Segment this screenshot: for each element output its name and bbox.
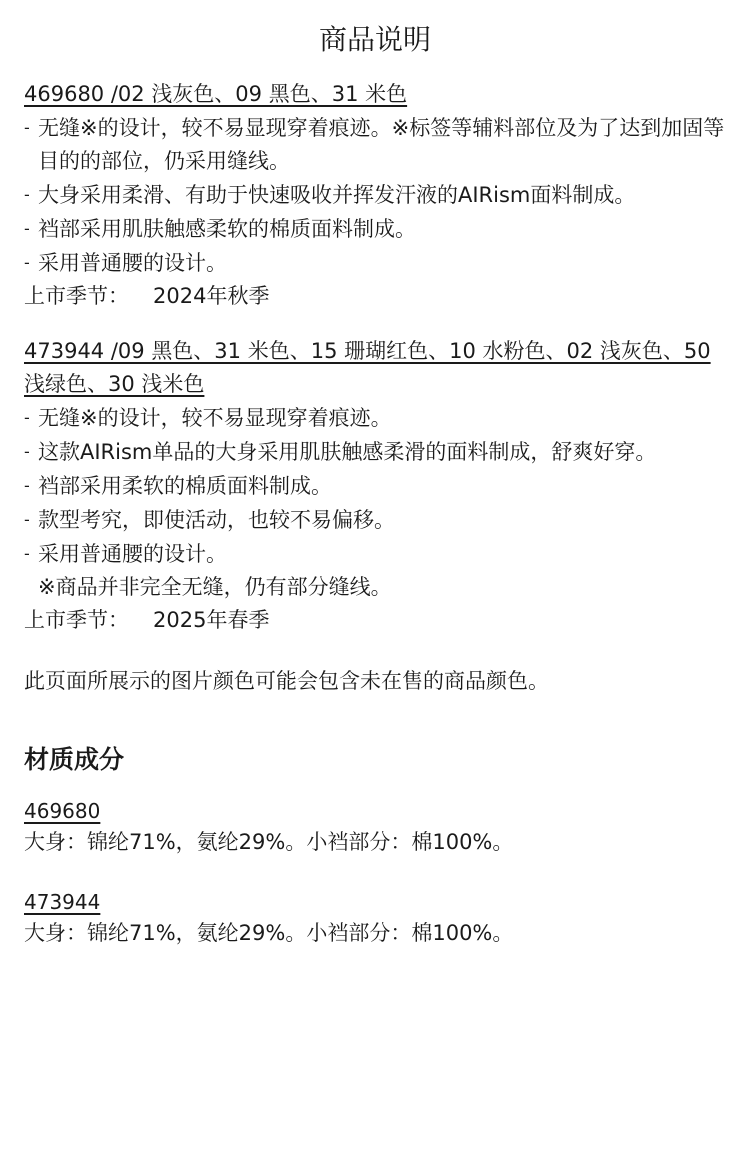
materials-title: 材质成分 xyxy=(24,745,125,774)
feature-item: - 款型考究，即使活动，也较不易偏移。 xyxy=(24,503,726,537)
color-disclaimer: 此页面所展示的图片颜色可能会包含未在售的商品颜色。 xyxy=(24,669,549,693)
release-season xyxy=(24,280,726,313)
product-colors-heading: 473944 /09 黑色、31 米色、15 珊瑚红色、10 水粉色、02 浅灰色、50 浅绿色、30 浅米色 xyxy=(24,339,711,396)
feature-item: - 采用普通腰的设计。 xyxy=(24,537,726,571)
release-season-value: 2025年春季 xyxy=(153,608,270,632)
seam-note: ※商品并非完全无缝，仍有部分缝线。 xyxy=(38,575,392,599)
material-entry xyxy=(24,887,726,950)
material-composition: 大身：锦纶71%，氨纶29%。小裆部分：棉100%。 xyxy=(24,921,514,945)
product-section xyxy=(24,78,726,313)
feature-item: - 裆部采用柔软的棉质面料制成。 xyxy=(24,469,726,503)
release-season-label: 上市季节： xyxy=(24,284,129,308)
material-product-id: 473944 xyxy=(24,890,101,914)
feature-item: - 无缝※的设计，较不易显现穿着痕迹。※标签等辅料部位及为了达到加固等目的的部位，仍采用缝线。 xyxy=(24,111,726,178)
page-title: 商品说明 xyxy=(318,23,431,56)
release-season xyxy=(24,604,726,637)
feature-item: - 大身采用柔滑、有助于快速吸收并挥发汗液的AIRism面料制成。 xyxy=(24,178,726,212)
feature-item: - 无缝※的设计，较不易显现穿着痕迹。 xyxy=(24,401,726,435)
material-product-id: 469680 xyxy=(24,799,101,823)
feature-item: - 这款AIRism单品的大身采用肌肤触感柔滑的面料制成，舒爽好穿。 xyxy=(24,435,726,469)
material-composition: 大身：锦纶71%，氨纶29%。小裆部分：棉100%。 xyxy=(24,830,514,854)
product-colors-heading: 469680 /02 浅灰色、09 黑色、31 米色 xyxy=(24,82,408,106)
product-section xyxy=(24,335,726,637)
feature-list xyxy=(24,401,726,571)
release-season-label: 上市季节： xyxy=(24,608,129,632)
material-entry xyxy=(24,796,726,859)
feature-list xyxy=(24,111,726,280)
release-season-value: 2024年秋季 xyxy=(153,284,270,308)
feature-item: - 裆部采用肌肤触感柔软的棉质面料制成。 xyxy=(24,212,726,246)
feature-item: - 采用普通腰的设计。 xyxy=(24,246,726,280)
